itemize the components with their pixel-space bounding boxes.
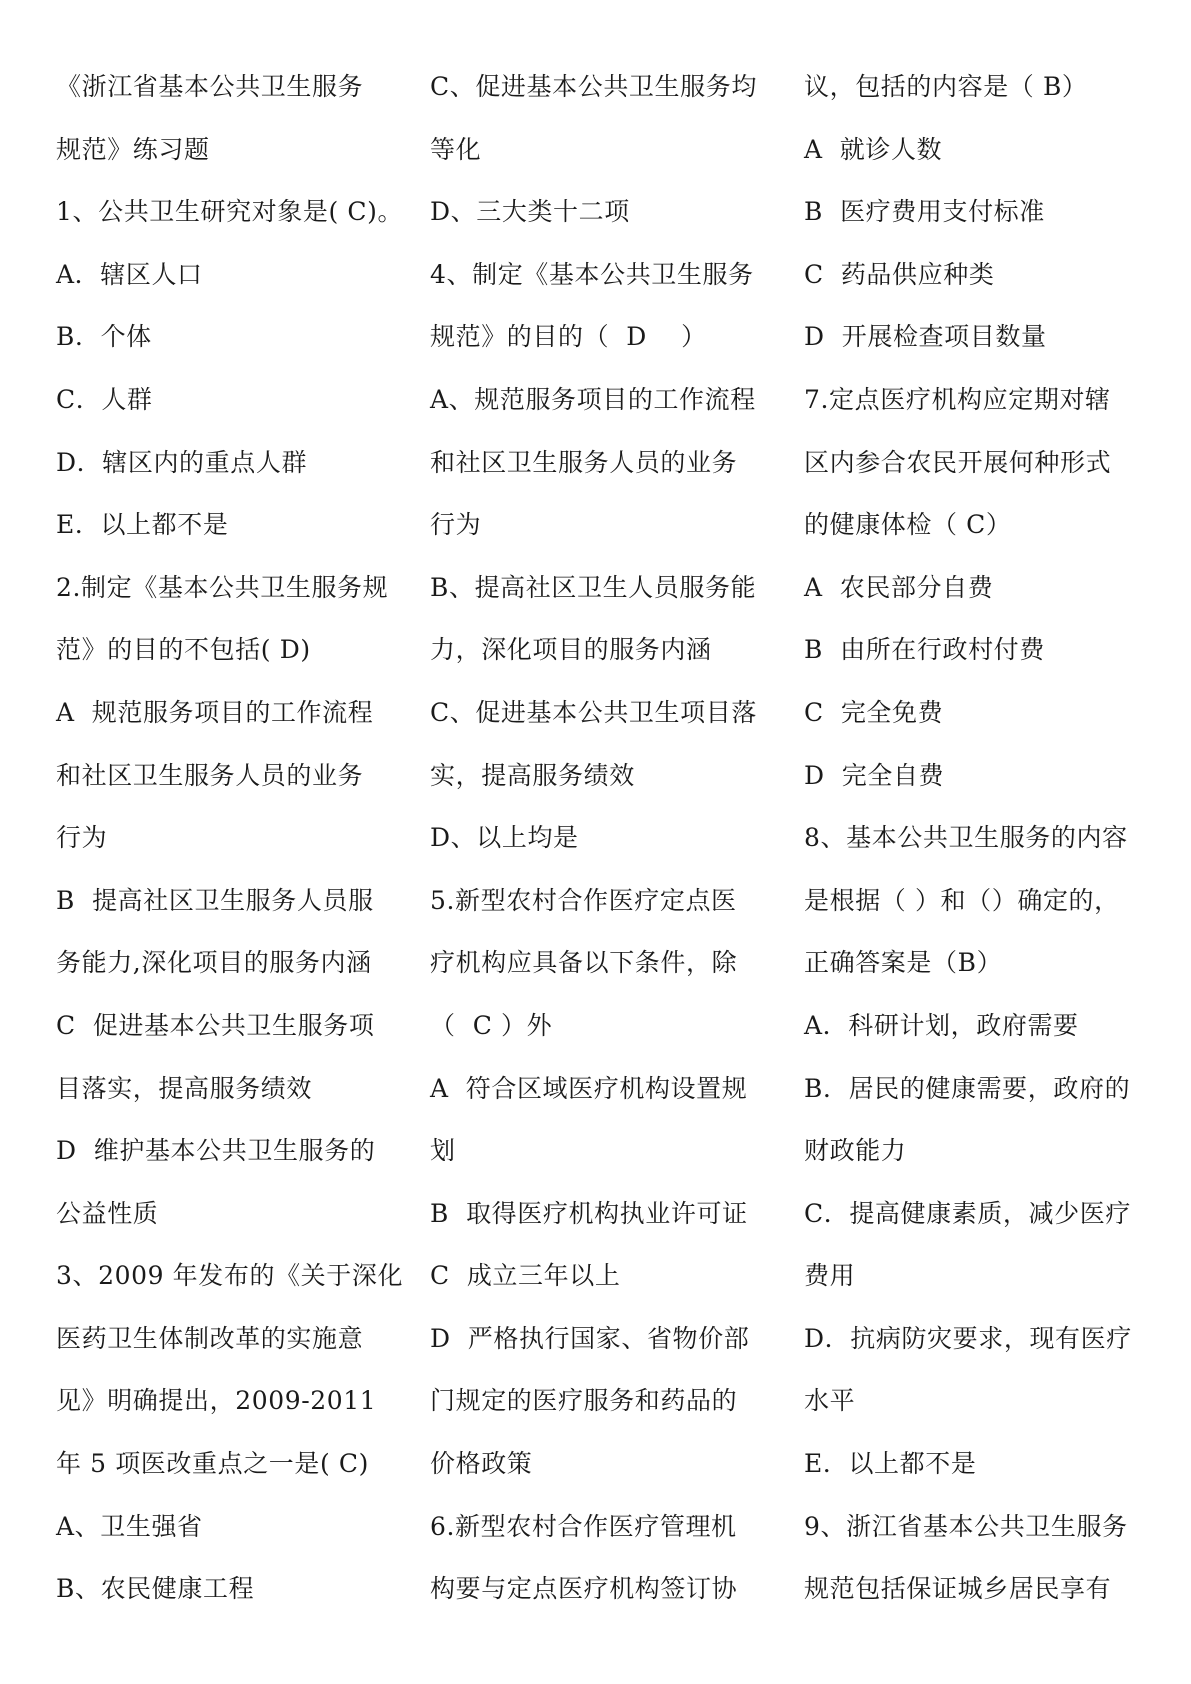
text-line: A．科研计划，政府需要 bbox=[804, 1010, 1079, 1040]
text-line: A 农民部分自费 bbox=[804, 572, 994, 602]
text-line: 目落实，提高服务绩效 bbox=[56, 1073, 313, 1103]
text-line: 7.定点医疗机构应定期对辖 bbox=[804, 384, 1111, 414]
text-line: 正确答案是（B） bbox=[804, 948, 1003, 978]
text-line: B．个体 bbox=[56, 322, 152, 352]
text-line: A 符合区域医疗机构设置规 bbox=[430, 1073, 748, 1103]
text-line: 医药卫生体制改革的实施意 bbox=[56, 1323, 364, 1353]
text-line: 划 bbox=[430, 1136, 456, 1166]
text-line: 和社区卫生服务人员的业务 bbox=[56, 760, 364, 790]
text-line: 行为 bbox=[56, 823, 108, 853]
text-line: D 开展检查项目数量 bbox=[804, 322, 1047, 352]
text-line: C、促进基本公共卫生项目落 bbox=[430, 697, 757, 727]
text-line: 8、基本公共卫生服务的内容 bbox=[804, 823, 1128, 853]
text-line: A、卫生强省 bbox=[56, 1511, 203, 1541]
text-line: B、农民健康工程 bbox=[56, 1574, 255, 1604]
text-line: 财政能力 bbox=[804, 1136, 907, 1166]
text-line: 行为 bbox=[430, 510, 482, 540]
text-line: （ C ）外 bbox=[430, 1010, 553, 1040]
text-column-3 bbox=[804, 56, 1144, 1621]
text-line: D 维护基本公共卫生服务的 bbox=[56, 1136, 376, 1166]
text-column-2 bbox=[430, 56, 770, 1621]
text-line: 规范》练习题 bbox=[56, 134, 210, 164]
text-line: A．辖区人口 bbox=[56, 259, 203, 289]
text-line: 是根据（ ）和（）确定的， bbox=[804, 885, 1120, 915]
text-line: D、以上均是 bbox=[430, 823, 579, 853]
text-column-1 bbox=[56, 56, 404, 1621]
text-line: D．辖区内的重点人群 bbox=[56, 447, 308, 477]
text-line: 2.制定《基本公共卫生服务规 bbox=[56, 572, 389, 602]
text-line: 等化 bbox=[430, 134, 482, 164]
text-line: 6.新型农村合作医疗管理机 bbox=[430, 1511, 737, 1541]
text-line: C．提高健康素质，减少医疗 bbox=[804, 1198, 1131, 1228]
text-line: E．以上都不是 bbox=[804, 1449, 977, 1479]
text-line: 3、2009 年发布的《关于深化 bbox=[56, 1261, 404, 1291]
text-line: C 成立三年以上 bbox=[430, 1261, 621, 1291]
text-line: 实，提高服务绩效 bbox=[430, 760, 635, 790]
text-line: B 提高社区卫生服务人员服 bbox=[56, 885, 374, 915]
text-line: 疗机构应具备以下条件，除 bbox=[430, 948, 738, 978]
text-line: E．以上都不是 bbox=[56, 510, 229, 540]
text-line: D 完全自费 bbox=[804, 760, 945, 790]
text-line: 公益性质 bbox=[56, 1198, 159, 1228]
text-line: B、提高社区卫生人员服务能 bbox=[430, 572, 757, 602]
text-line: 范》的目的不包括( D) bbox=[56, 635, 311, 665]
text-line: 9、浙江省基本公共卫生服务 bbox=[804, 1511, 1128, 1541]
text-line: D．抗病防灾要求，现有医疗 bbox=[804, 1323, 1132, 1353]
text-line: 见》明确提出，2009-2011 bbox=[56, 1386, 377, 1416]
text-line: 水平 bbox=[804, 1386, 856, 1416]
text-line: 规范包括保证城乡居民享有 bbox=[804, 1574, 1112, 1604]
text-line: 和社区卫生服务人员的业务 bbox=[430, 447, 738, 477]
text-line: A、规范服务项目的工作流程 bbox=[430, 384, 756, 414]
text-line: 价格政策 bbox=[430, 1449, 533, 1479]
text-line: 构要与定点医疗机构签订协 bbox=[430, 1574, 738, 1604]
text-line: B 由所在行政村付费 bbox=[804, 635, 1045, 665]
text-line: B 医疗费用支付标准 bbox=[804, 197, 1045, 227]
text-line: 力，深化项目的服务内涵 bbox=[430, 635, 712, 665]
text-line: 务能力,深化项目的服务内涵 bbox=[56, 948, 372, 978]
text-line: 1、公共卫生研究对象是( C)。 bbox=[56, 197, 404, 227]
text-line: 4、制定《基本公共卫生服务 bbox=[430, 259, 754, 289]
text-line: B 取得医疗机构执业许可证 bbox=[430, 1198, 748, 1228]
text-line: C、促进基本公共卫生服务均 bbox=[430, 72, 757, 101]
text-line: 门规定的医疗服务和药品的 bbox=[430, 1386, 738, 1416]
text-line: C 药品供应种类 bbox=[804, 259, 995, 289]
text-line: 的健康体检（ C） bbox=[804, 510, 1012, 540]
text-line: B．居民的健康需要，政府的 bbox=[804, 1073, 1131, 1103]
text-line: D 严格执行国家、省物价部 bbox=[430, 1323, 750, 1353]
text-line: D、三大类十二项 bbox=[430, 197, 630, 227]
text-line: C．人群 bbox=[56, 384, 153, 414]
text-line: 年 5 项医改重点之一是( C) bbox=[56, 1449, 369, 1479]
text-line: 《浙江省基本公共卫生服务 bbox=[56, 72, 364, 101]
text-line: 费用 bbox=[804, 1261, 856, 1291]
text-line: 议，包括的内容是（ B） bbox=[804, 72, 1088, 101]
text-line: A 规范服务项目的工作流程 bbox=[56, 697, 374, 727]
text-line: 5.新型农村合作医疗定点医 bbox=[430, 885, 737, 915]
text-line: A 就诊人数 bbox=[804, 134, 943, 164]
text-line: 区内参合农民开展何种形式 bbox=[804, 447, 1112, 477]
text-line: C 促进基本公共卫生服务项 bbox=[56, 1010, 375, 1040]
text-line: 规范》的目的（ D ） bbox=[430, 322, 707, 352]
text-line: C 完全免费 bbox=[804, 697, 944, 727]
